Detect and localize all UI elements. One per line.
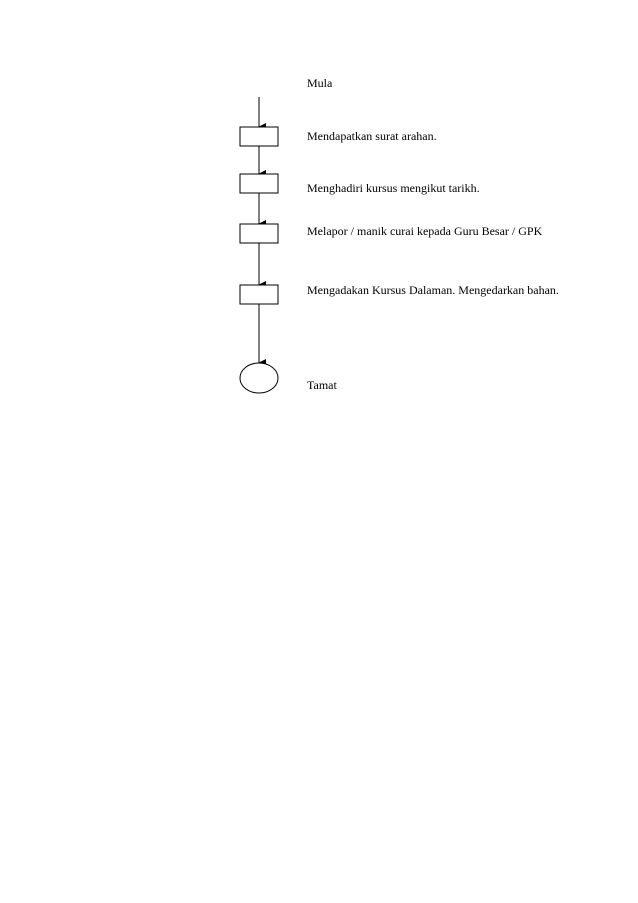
process-box-3 bbox=[240, 224, 278, 243]
step-label-4: Mengadakan Kursus Dalaman. Mengedarkan bahan. bbox=[307, 283, 559, 297]
process-box-4 bbox=[240, 285, 278, 304]
step-label-1: Mendapatkan surat arahan. bbox=[307, 129, 437, 143]
end-label: Tamat bbox=[307, 378, 337, 392]
step-label-3: Melapor / manik curai kepada Guru Besar / GPK bbox=[307, 224, 543, 238]
end-terminator bbox=[240, 363, 278, 393]
process-box-1 bbox=[240, 127, 278, 146]
step-label-2: Menghadiri kursus mengikut tarikh. bbox=[307, 181, 480, 195]
start-label: Mula bbox=[307, 76, 333, 90]
process-box-2 bbox=[240, 174, 278, 193]
